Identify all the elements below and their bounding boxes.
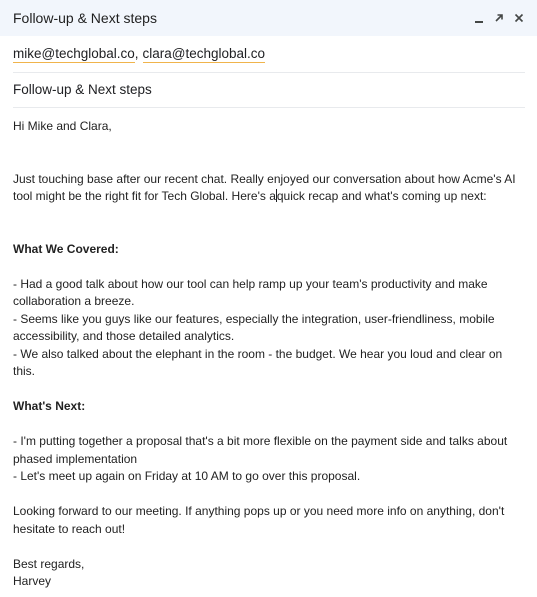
covered-item: - Seems like you guys like our features, especially the integration, user-friendliness, mobile accessibility, and those detailed analytics. (13, 311, 495, 343)
intro-text-end: quick recap and what's coming up next: (276, 189, 487, 203)
pop-out-icon[interactable] (491, 8, 507, 28)
signature-line: Harvey (13, 574, 52, 588)
next-heading: What's Next: (13, 399, 86, 413)
covered-item: - We also talked about the elephant in the room - the budget. We hear you loud and clear on this. (13, 346, 503, 378)
window-title: Follow-up & Next steps (13, 10, 157, 26)
window-controls (471, 8, 527, 28)
recipient-chip[interactable]: mike@techglobal.co (13, 46, 135, 61)
minimize-icon[interactable] (471, 8, 487, 28)
recipient-chip[interactable]: clara@techglobal.co (142, 46, 266, 61)
recipient-list (13, 46, 265, 61)
intro-text-start: Just touching base after our recent chat. Really enjoyed our conversation about how Acme's AI tool might be the right fit for Tech Global. Here's a (13, 171, 516, 203)
signoff-line: Best regards, (13, 556, 85, 571)
intro-paragraph (13, 171, 525, 206)
message-body[interactable] (13, 118, 525, 591)
covered-heading: What We Covered: (13, 241, 119, 256)
recipients-field[interactable] (13, 36, 525, 73)
next-item: - Let's meet up again on Friday at 10 AM to go over this proposal. (13, 469, 361, 483)
compose-titlebar[interactable] (0, 0, 537, 36)
covered-item: - Had a good talk about how our tool can help ramp up your team's productivity and make collaboration a breeze. (13, 276, 488, 308)
recipient-separator: , (134, 46, 139, 61)
subject-field[interactable] (13, 72, 525, 108)
greeting-line: Hi Mike and Clara, (13, 119, 112, 133)
subject-text: Follow-up & Next steps (13, 82, 152, 97)
next-item: - I'm putting together a proposal that's a bit more flexible on the payment side and talks about phased implementation (13, 434, 508, 466)
close-icon[interactable] (511, 8, 527, 28)
closing-paragraph: Looking forward to our meeting. If anything pops up or you need more info on anything, don't hesitate to reach out! (13, 504, 505, 536)
